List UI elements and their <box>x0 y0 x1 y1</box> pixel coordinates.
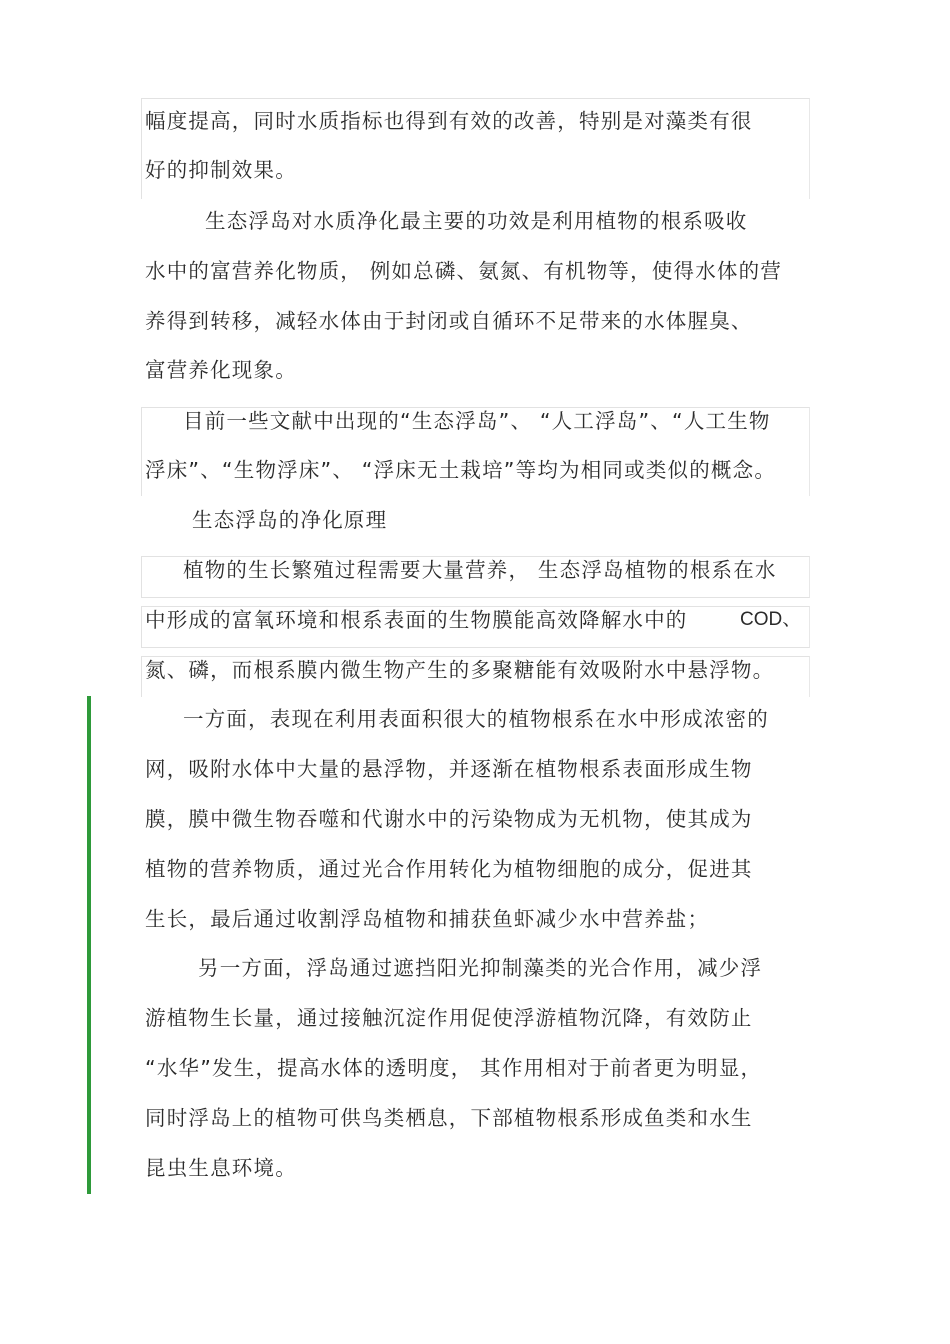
p1-line-1: 幅度提高，同时水质指标也得到有效的改善，特别是对藻类有很 <box>145 109 753 133</box>
change-bar <box>87 696 91 1194</box>
p5-line-5: 生长，最后通过收割浮岛植物和捕获鱼虾减少水中营养盐； <box>145 907 710 931</box>
p5-line-3: 膜，膜中微生物吞噬和代谢水中的污染物成为无机物，使其成为 <box>145 807 753 831</box>
p6-line-5: 昆虫生息环境。 <box>145 1156 297 1180</box>
p2-line-4: 富营养化现象。 <box>145 358 297 382</box>
p6-line-1: 另一方面，浮岛通过遮挡阳光抑制藻类的光合作用，减少浮 <box>198 956 763 980</box>
p5-line-1: 一方面，表现在利用表面积很大的植物根系在水中形成浓密的 <box>183 707 769 731</box>
p2-line-3: 养得到转移，减轻水体由于封闭或自循环不足带来的水体腥臭、 <box>145 309 753 333</box>
p4-line-1: 植物的生长繁殖过程需要大量营养， 生态浮岛植物的根系在水 <box>183 558 777 582</box>
p1-line-2: 好的抑制效果。 <box>145 158 297 182</box>
p4-line-2: 中形成的富氧环境和根系表面的生物膜能高效降解水中的 <box>145 608 688 632</box>
section-heading: 生态浮岛的净化原理 <box>192 508 388 532</box>
p6-line-3: “水华”发生，提高水体的透明度， 其作用相对于前者更为明显， <box>145 1056 763 1080</box>
p5-line-4: 植物的营养物质，通过光合作用转化为植物细胞的成分，促进其 <box>145 857 753 881</box>
p3-line-1: 目前一些文献中出现的“生态浮岛”、 “人工浮岛”、“人工生物 <box>183 409 771 433</box>
p2-line-1: 生态浮岛对水质净化最主要的功效是利用植物的根系吸收 <box>205 209 748 233</box>
p2-line-2: 水中的富营养化物质， 例如总磷、氨氮、有机物等，使得水体的营 <box>145 259 783 283</box>
p4-line-3: 氮、磷，而根系膜内微生物产生的多聚糖能有效吸附水中悬浮物。 <box>145 658 775 682</box>
p3-line-2: 浮床”、“生物浮床”、 “浮床无土栽培”等均为相同或类似的概念。 <box>145 458 777 482</box>
p4-line-2-cod: COD、 <box>740 609 802 630</box>
p5-line-2: 网，吸附水体中大量的悬浮物，并逐渐在植物根系表面形成生物 <box>145 757 753 781</box>
p6-line-4: 同时浮岛上的植物可供鸟类栖息，下部植物根系形成鱼类和水生 <box>145 1106 753 1130</box>
p6-line-2: 游植物生长量，通过接触沉淀作用促使浮游植物沉降，有效防止 <box>145 1006 753 1030</box>
